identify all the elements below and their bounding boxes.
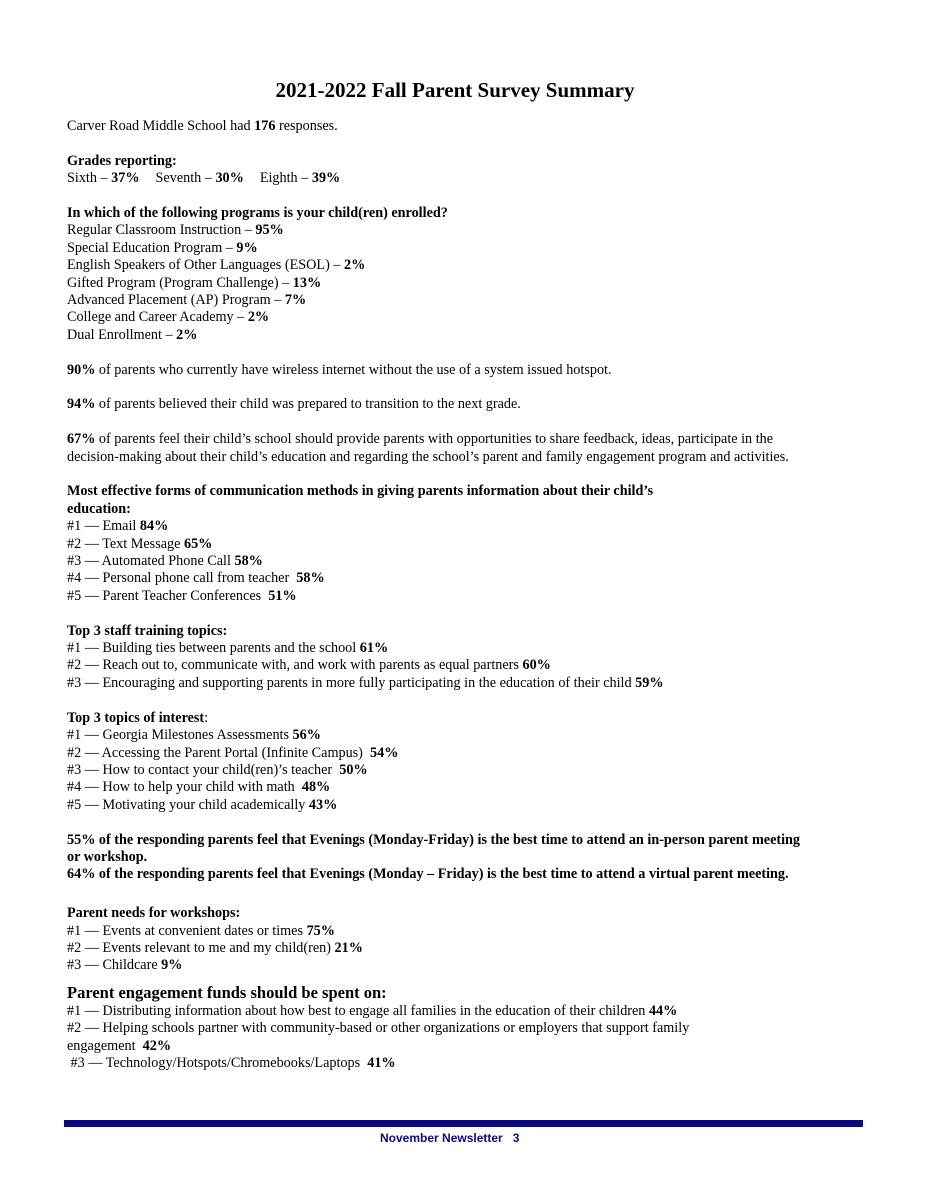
page-title: 2021-2022 Fall Parent Survey Summary [275,78,635,102]
grades-heading: Grades reporting: [67,152,177,169]
list-item-cont: engagement 42% [67,1037,172,1054]
list-item: #2 — Text Message 65% [67,535,213,552]
list-item: Regular Classroom Instruction – 95% [67,222,284,239]
list-item: #4 — Personal phone call from teacher 58% [67,570,325,587]
footer [380,1131,519,1145]
programs-heading: In which of the following programs is your child(ren) enrolled? [67,205,448,221]
list-item: #4 — How to help your child with math 48% [67,779,331,796]
workshops-list [67,923,867,975]
stat-feedback: 67% of parents feel their child’s school should provide parents with opportunities to share feedback, ideas, participate in the decision-making about their child’s education and regarding the school’s parent and family engagement program and activities. [67,431,789,465]
communication-heading: Most effective forms of communication methods in giving parents information about their child’s [67,483,654,500]
list-item: #3 — Encouraging and supporting parents in more fully participating in the education of their child 59% [67,674,664,691]
list-item: #3 — Automated Phone Call 58% [67,553,263,570]
survey-body [67,118,867,1072]
list-item: #5 — Motivating your child academically 43% [67,796,338,813]
list-item: #1 — Building ties between parents and the school 61% [67,640,389,657]
list-item: #5 — Parent Teacher Conferences 51% [67,587,297,604]
inperson-meeting-stat-cont: or workshop. [67,848,148,865]
list-item: #3 — Childcare 9% [67,957,183,974]
list-item: #2 — Reach out to, communicate with, and work with parents as equal partners 60% [67,657,551,674]
communication-heading-cont: education: [67,500,131,517]
list-item: English Speakers of Other Languages (ESOL) – 2% [67,257,366,274]
list-item: Gifted Program (Program Challenge) – 13% [67,274,322,291]
programs-list [67,222,867,344]
list-item: Dual Enrollment – 2% [67,326,198,343]
stat-prepared: 94% of parents believed their child was prepared to transition to the next grade. [67,396,521,413]
list-item: #3 — Technology/Hotspots/Chromebooks/Laptops 41% [67,1054,396,1071]
footer-newsletter-name: November Newsletter [380,1131,503,1145]
training-list [67,640,867,692]
virtual-meeting-stat: 64% of the responding parents feel that Evenings (Monday – Friday) is the best time to attend a virtual parent meeting. [67,866,789,883]
funds-list [67,1003,867,1073]
workshops-heading: Parent needs for workshops: [67,905,241,922]
list-item: #1 — Distributing information about how best to engage all families in the education of their children 44% [67,1002,678,1019]
footer-rule [64,1120,863,1127]
list-item: #3 — How to contact your child(ren)’s teacher 50% [67,761,368,778]
list-item: #2 — Accessing the Parent Portal (Infinite Campus) 54% [67,744,399,761]
funds-heading: Parent engagement funds should be spent on: [67,982,387,1002]
responses-line: Carver Road Middle School had 176 responses. [67,118,338,134]
list-item: Advanced Placement (AP) Program – 7% [67,292,307,309]
list-item: #1 — Email 84% [67,518,169,535]
stat-wireless: 90% of parents who currently have wireless internet without the use of a system issued hotspot. [67,361,612,378]
inperson-meeting-stat: 55% of the responding parents feel that Evenings (Monday-Friday) is the best time to attend an in-person parent meeting [67,831,801,848]
list-item: #2 — Events relevant to me and my child(ren) 21% [67,939,363,956]
list-item: College and Career Academy – 2% [67,309,270,326]
responses-count: 176 [254,118,276,134]
page-number: 3 [512,1131,520,1145]
list-item: #1 — Georgia Milestones Assessments 56% [67,727,321,744]
communication-list [67,518,867,605]
grades-line: Sixth – 37% Seventh – 30% Eighth – 39% [67,170,341,187]
list-item: #1 — Events at convenient dates or times 75% [67,922,335,939]
interest-heading: Top 3 topics of interest: [67,709,209,726]
training-heading: Top 3 staff training topics: [67,622,228,639]
interest-list [67,727,867,814]
list-item: Special Education Program – 9% [67,239,258,256]
list-item: #2 — Helping schools partner with community-based or other organizations or employers that support family [67,1020,690,1037]
